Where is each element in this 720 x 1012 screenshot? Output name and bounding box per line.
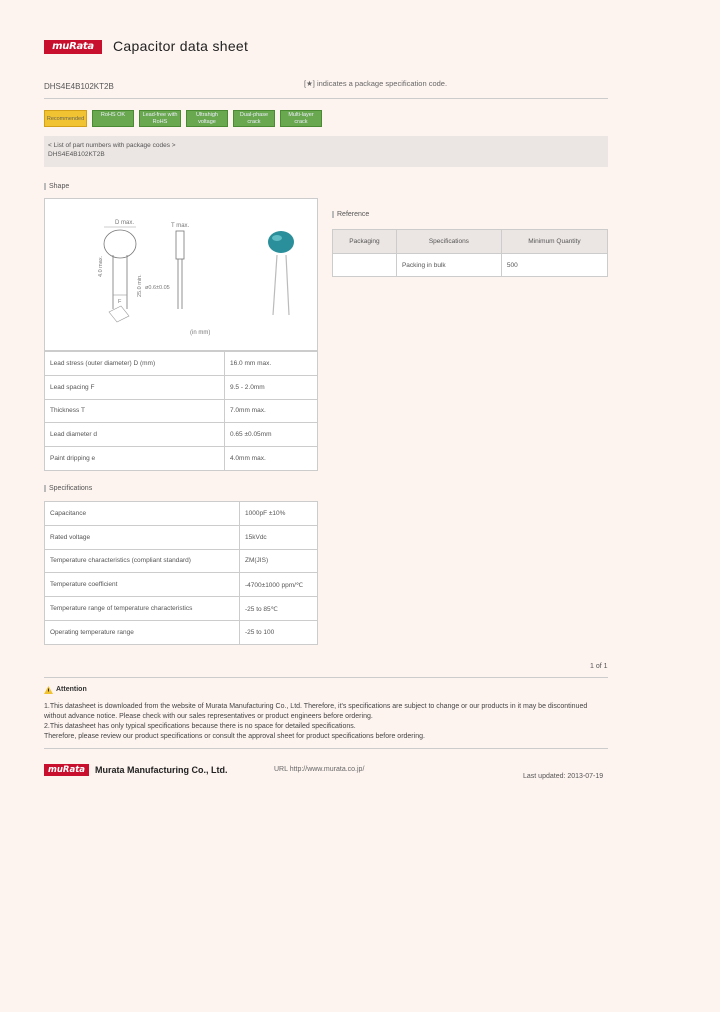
capacitor-body-outline	[104, 230, 136, 258]
lead-diameter-label: ø0.6±0.05	[145, 285, 170, 291]
attention-line: Therefore, please review our product specifications or consult the approval sheet for product specifications before ordering.	[44, 733, 425, 740]
dim-value: 4.0mm max.	[225, 447, 318, 471]
divider	[44, 748, 608, 749]
col-packaging: Packaging	[333, 230, 397, 254]
attention-line: 2.This datasheet has only typical specifications because there is no space for detailed specifications.	[44, 723, 356, 730]
lead-length-label: 25.0 min.	[137, 274, 143, 297]
attention-title: Attention	[56, 686, 87, 693]
spec-label: Capacitance	[45, 502, 240, 526]
badge-multi-layer-crack: Multi-layer crack	[280, 110, 322, 127]
footer-murata-logo: muRata	[44, 764, 89, 776]
spec-label: Temperature range of temperature characteristics	[45, 597, 240, 621]
badge-recommended: Recommended	[44, 110, 87, 127]
spec-value: -25 to 85℃	[240, 597, 318, 621]
package-code-note: [★] indicates a package specification code.	[304, 79, 448, 88]
photo-highlight	[272, 235, 282, 241]
table-row	[45, 423, 318, 447]
package-list-heading: < List of part numbers with package codes >	[48, 142, 176, 149]
cell-packaging	[333, 254, 397, 277]
badge-row	[44, 110, 322, 127]
dim-label: Lead diameter d	[45, 423, 225, 447]
page-number: 1 of 1	[590, 663, 608, 670]
dim-label: Lead stress (outer diameter) D (mm)	[45, 352, 225, 376]
spec-label: Temperature characteristics (compliant standard)	[45, 549, 240, 573]
dim-label: Thickness T	[45, 399, 225, 423]
shape-heading: Shape	[44, 183, 69, 190]
reference-table	[332, 229, 608, 277]
spec-value: ZM(JIS)	[240, 549, 318, 573]
dim-value: 7.0mm max.	[225, 399, 318, 423]
last-updated: Last updated: 2013-07-19	[523, 773, 604, 780]
murata-logo: muRata	[44, 40, 102, 54]
attention-line: without advance notice. Please check with our sales representatives or product engineers before ordering.	[44, 713, 373, 720]
dim-value: 16.0 mm max.	[225, 352, 318, 376]
photo-lead-left	[273, 255, 277, 315]
unit-label: (in mm)	[190, 330, 211, 336]
col-specifications: Specifications	[396, 230, 501, 254]
spec-value: 1000pF ±10%	[240, 502, 318, 526]
badge-dual-phase-crack: Dual-phase crack	[233, 110, 275, 127]
reference-heading: Reference	[332, 211, 369, 218]
table-row	[45, 525, 318, 549]
lead-cross-section	[109, 306, 129, 322]
table-row	[45, 620, 318, 644]
cell-minimum-quantity: 500	[501, 254, 607, 277]
page-title: Capacitor data sheet	[113, 38, 249, 54]
e-max-label: 4.0 max.	[98, 255, 104, 277]
divider	[44, 98, 608, 99]
company-name: Murata Manufacturing Co., Ltd.	[95, 765, 228, 775]
warning-icon	[44, 686, 53, 694]
spec-value: -25 to 100	[240, 620, 318, 644]
table-header-row	[333, 230, 608, 254]
package-list-value: DHS4E4B102KT2B	[48, 151, 105, 158]
badge-ultrahigh-voltage: Ultrahigh voltage	[186, 110, 228, 127]
table-row	[45, 399, 318, 423]
table-row	[45, 549, 318, 573]
table-row	[45, 597, 318, 621]
spec-label: Operating temperature range	[45, 620, 240, 644]
attention-line: 1.This datasheet is downloaded from the website of Murata Manufacturing Co., Ltd. Therefore, it's specifications are subject to change or our products in it may be discontinued	[44, 703, 588, 710]
cell-specifications: Packing in bulk	[396, 254, 501, 277]
spec-value: 15kVdc	[240, 525, 318, 549]
company-url[interactable]: URL http://www.murata.co.jp/	[274, 766, 365, 773]
badge-lead-free: Lead-free with RoHS	[139, 110, 181, 127]
photo-disc	[268, 231, 294, 253]
spec-label: Temperature coefficient	[45, 573, 240, 597]
table-row	[45, 352, 318, 376]
badge-rohs: RoHS OK	[92, 110, 134, 127]
t-max-label: T max.	[171, 223, 190, 229]
dimensions-table	[44, 351, 318, 471]
package-list-box	[44, 136, 608, 167]
dim-label: Lead spacing F	[45, 375, 225, 399]
spec-value: -4700±1000 ppm/℃	[240, 573, 318, 597]
table-row	[333, 254, 608, 277]
specifications-table	[44, 501, 318, 645]
d-max-label: D max.	[115, 220, 135, 226]
spec-label: Rated voltage	[45, 525, 240, 549]
specifications-heading: Specifications	[44, 485, 92, 492]
divider	[44, 677, 608, 678]
table-row	[45, 502, 318, 526]
capacitor-photo	[262, 225, 302, 325]
capacitor-side-outline	[176, 231, 184, 259]
table-row	[45, 375, 318, 399]
part-number: DHS4E4B102KT2B	[44, 82, 114, 91]
col-minimum-quantity: Minimum Quantity	[501, 230, 607, 254]
f-label: F	[118, 299, 122, 305]
table-row	[45, 573, 318, 597]
photo-lead-right	[286, 255, 289, 315]
dim-value: 9.5 - 2.0mm	[225, 375, 318, 399]
dim-label: Paint dripping e	[45, 447, 225, 471]
table-row	[45, 447, 318, 471]
dim-value: 0.65 ±0.05mm	[225, 423, 318, 447]
